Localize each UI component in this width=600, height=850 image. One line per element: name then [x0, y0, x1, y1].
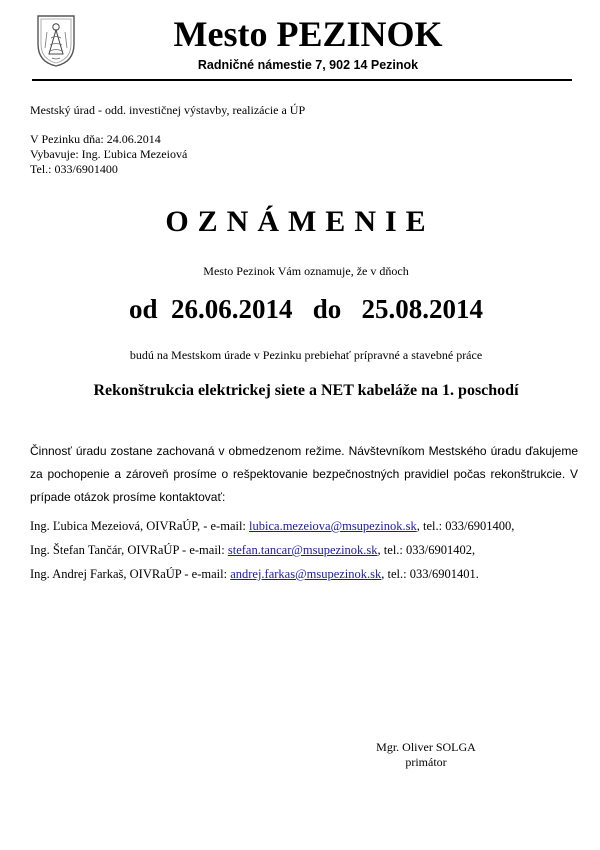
signatory-name: Mgr. Oliver SOLGA — [376, 740, 476, 754]
notice-body: Činnosť úradu zostane zachovaná v obmedzenom režime. Návštevníkom Mestského úradu ďakujeme za pochopenie a zároveň prosíme o rešpektovanie bezpečnostných pravidiel počas rekonštrukcie. V prípade otázok prosíme kontaktovať: — [30, 444, 578, 504]
contact-email-link[interactable]: andrej.farkas@msupezinok.sk — [230, 567, 382, 581]
notice-dates: od 26.06.2014 do 25.08.2014 — [128, 294, 484, 324]
notice-intro: Mesto Pezinok Vám oznamuje, že v dňoch — [203, 264, 409, 278]
contact-phone: , tel.: 033/6901400, — [416, 519, 515, 533]
project-title: Rekonštrukcia elektrickej siete a NET kabeláže na 1. poschodí — [93, 382, 519, 399]
notice-works: budú na Mestskom úrade v Pezinku prebiehať prípravné a stavebné práce — [129, 348, 483, 362]
contact-person: Ing. Andrej Farkaš, OIVRaÚP - e-mail: — [30, 567, 231, 581]
notice-heading: OZNÁMENIE — [165, 205, 435, 238]
contact-person: Ing. Ľubica Mezeiová, OIVRaÚP, - e-mail: — [30, 519, 250, 533]
town-title: Mesto PEZINOK — [173, 14, 443, 54]
contact-phone: , tel.: 033/6901402, — [377, 543, 476, 557]
town-address: Radničné námestie 7, 902 14 Pezinok — [197, 58, 419, 72]
phone-line: Tel.: 033/6901400 — [30, 162, 118, 176]
contact-email-link[interactable]: stefan.tancar@msupezinok.sk — [227, 543, 378, 557]
header-divider — [32, 79, 572, 81]
signature-block — [370, 740, 482, 770]
department-line: Mestský úrad - odd. investičnej výstavby, realizácie a ÚP — [30, 103, 306, 117]
handler-line: Vybavuje: Ing. Ľubica Mezeiová — [30, 147, 188, 161]
signatory-role: primátor — [405, 755, 447, 769]
contact-line — [30, 518, 514, 534]
date-line: V Pezinku dňa: 24.06.2014 — [30, 132, 161, 146]
contact-line — [30, 542, 475, 558]
contact-email-link[interactable]: lubica.mezeiova@msupezinok.sk — [249, 519, 417, 533]
coat-of-arms-icon — [36, 14, 76, 68]
contact-line — [30, 566, 479, 582]
contact-person: Ing. Štefan Tančár, OIVRaÚP - e-mail: — [30, 543, 228, 557]
contact-phone: , tel.: 033/6901401. — [381, 567, 479, 581]
